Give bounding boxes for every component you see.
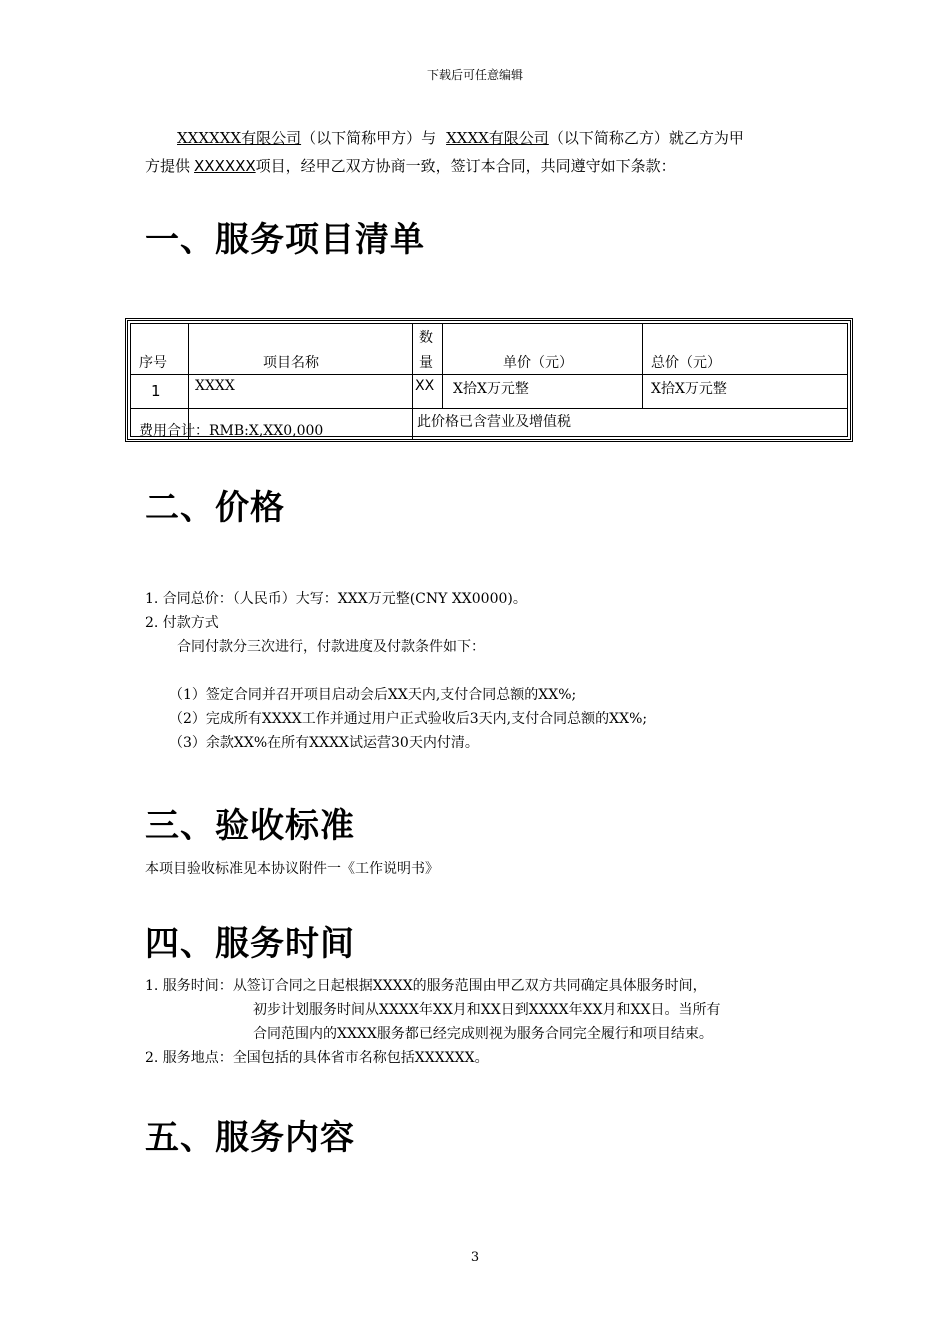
table-divider: [442, 324, 443, 408]
price-item-total: 1. 合同总价：（人民币）大写：XXX万元整(CNY XX0000)。: [145, 591, 527, 607]
header-seq: 序号: [139, 355, 167, 371]
intro-text-2: （以下简称乙方）就乙方为甲: [548, 129, 744, 147]
row-total-price: X拾X万元整: [651, 381, 727, 397]
project-name: XXXXXX: [194, 157, 256, 175]
payment-description: 合同付款分三次进行，付款进度及付款条件如下：: [177, 639, 485, 655]
section-3-title: 三、验收标准: [145, 806, 355, 846]
payment-stage-3: （3）余款XX%在所有XXXX试运营30天内付清。: [169, 735, 479, 751]
service-items-table: [125, 318, 853, 442]
intro-text-4: 项目，经甲乙双方协商一致，签订本合同，共同遵守如下条款：: [255, 157, 676, 175]
acceptance-text: 本项目验收标准见本协议附件一《工作说明书》: [145, 861, 439, 877]
total-amount: 费用合计：RMB:X,XX0,000: [139, 423, 324, 439]
section-1-title: 一、服务项目清单: [145, 220, 425, 260]
service-time-line-1: 从签订合同之日起根据XXXX的服务范围由甲乙双方共同确定具体服务时间，: [232, 978, 707, 994]
header-item-name: 项目名称: [263, 355, 319, 371]
intro-paragraph: [145, 124, 815, 180]
section-4-title: 四、服务时间: [145, 924, 355, 964]
service-location-label: 2. 服务地点：: [145, 1050, 233, 1066]
service-time-list: [145, 974, 720, 1070]
intro-text-3: 方提供: [145, 157, 191, 175]
header-total-price: 总价（元）: [651, 355, 721, 371]
party-a-name: XXXXXX有限公司: [177, 129, 302, 147]
price-list: [145, 587, 647, 755]
row-unit-price: X拾X万元整: [453, 381, 529, 397]
payment-stage-1: （1）签定合同并召开项目启动会后XX天内,支付合同总额的XX%;: [169, 687, 577, 703]
tax-note: 此价格已含营业及增值税: [417, 414, 571, 430]
row-seq: 1: [151, 382, 161, 400]
header-unit-price: 单价（元）: [503, 355, 573, 371]
service-time-line-2: 初步计划服务时间从XXXX年XX月和XX日到XXXX年XX月和XX日。当所有: [253, 1002, 721, 1018]
row-qty: XX: [415, 378, 435, 394]
table-divider: [642, 324, 643, 408]
header-qty-line1: 数: [419, 330, 433, 346]
table-divider: [131, 408, 847, 409]
table-divider: [131, 374, 847, 375]
section-5-title: 五、服务内容: [145, 1118, 355, 1158]
party-b-name: XXXX有限公司: [446, 129, 549, 147]
service-time-line-3: 合同范围内的XXXX服务都已经完成则视为服务合同完全履行和项目结束。: [253, 1026, 713, 1042]
table-divider: [412, 324, 413, 440]
header-note: 下载后可任意编辑: [426, 68, 523, 82]
header-qty-line2: 量: [419, 355, 433, 371]
section-2-title: 二、价格: [145, 488, 285, 528]
service-location-text: 全国包括的具体省市名称包括XXXXXX。: [232, 1050, 489, 1066]
page-number: 3: [470, 1250, 480, 1265]
price-item-payment-method: 2. 付款方式: [145, 615, 219, 631]
intro-text-1: （以下简称甲方）与: [301, 129, 437, 147]
row-item-name: XXXX: [195, 378, 235, 394]
payment-stage-2: （2）完成所有XXXX工作并通过用户正式验收后3天内,支付合同总额的XX%;: [169, 711, 648, 727]
service-time-label: 1. 服务时间：: [145, 978, 233, 994]
